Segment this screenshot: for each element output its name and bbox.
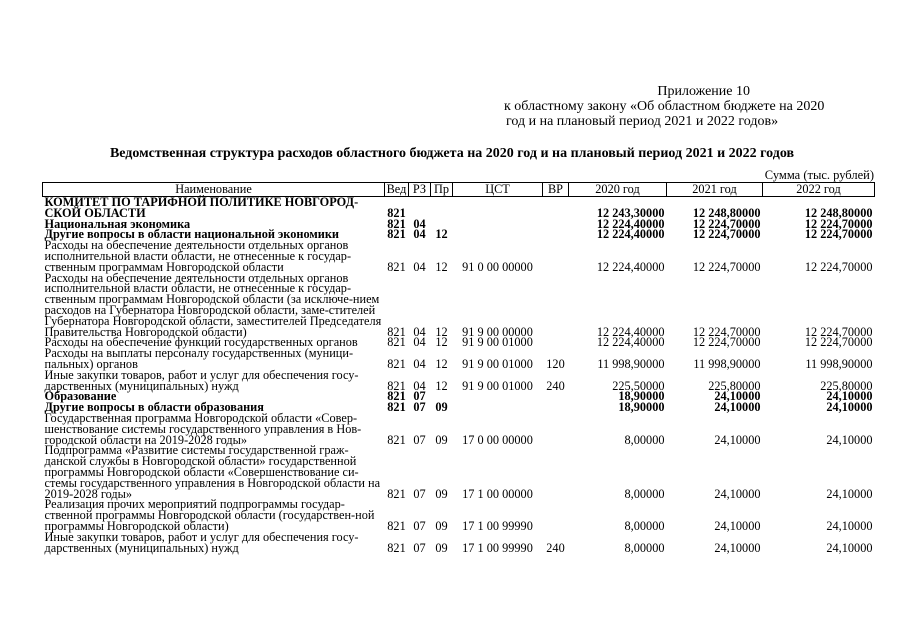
cell-pr: 12 xyxy=(435,259,448,274)
cell-2022: 12 224,70000 xyxy=(804,324,873,339)
header-cst: ЦСТ xyxy=(453,183,543,197)
cell-pr: 12 xyxy=(435,356,448,371)
cell-vr xyxy=(543,391,569,402)
cell-ved: 821 xyxy=(387,518,406,533)
cell-pr: 09 xyxy=(435,540,448,555)
cell-2020: 12 224,40000 xyxy=(596,227,665,242)
cell-vr: 240 xyxy=(546,378,565,393)
cell-2020: 18,90000 xyxy=(618,400,665,415)
cell-2022: 12 224,70000 xyxy=(804,216,873,231)
cell-ved: 821 xyxy=(387,216,406,231)
cell-pr: 09 xyxy=(435,486,448,501)
cell-pr: 09 xyxy=(435,518,448,533)
cell-cst: 17 0 00 00000 xyxy=(462,432,533,447)
cell-vr xyxy=(543,273,569,338)
cell-vr: 240 xyxy=(546,540,565,555)
cell-vr xyxy=(543,219,569,230)
cell-ved: 821 xyxy=(387,432,406,447)
cell-rz: 04 xyxy=(413,324,426,339)
cell-rz xyxy=(409,197,431,219)
cell-cst: 91 9 00 01000 xyxy=(462,378,533,393)
cell-name: Расходы на обеспечение деятельности отдельных органов исполнительной власти области, не отнесенные к государ-ственным программам Новгородской области xyxy=(44,238,352,274)
table-body xyxy=(43,197,875,554)
cell-2021: 24,10000 xyxy=(714,540,761,555)
cell-2021: 12 224,70000 xyxy=(692,259,761,274)
cell-cst xyxy=(453,391,543,402)
cell-name: Национальная экономика xyxy=(44,216,191,231)
cell-rz: 04 xyxy=(413,356,426,371)
cell-vr xyxy=(543,413,569,445)
cell-cst: 17 1 00 00000 xyxy=(462,486,533,501)
cell-rz: 04 xyxy=(413,259,426,274)
units-note: Сумма (тыс. рублей) xyxy=(764,168,874,182)
table-row xyxy=(43,348,875,370)
cell-vr xyxy=(543,337,569,348)
cell-2022: 225,80000 xyxy=(820,378,873,393)
cell-2020: 12 224,40000 xyxy=(596,259,665,274)
cell-ved: 821 xyxy=(387,389,406,404)
cell-2021: 24,10000 xyxy=(714,486,761,501)
cell-ved: 821 xyxy=(387,205,406,220)
cell-2022: 24,10000 xyxy=(826,389,873,404)
cell-pr: 12 xyxy=(435,335,448,350)
cell-2022: 24,10000 xyxy=(826,540,873,555)
cell-ved: 821 xyxy=(387,227,406,242)
cell-rz: 07 xyxy=(413,486,426,501)
cell-2020: 8,00000 xyxy=(624,518,665,533)
cell-vr xyxy=(543,445,569,499)
cell-cst: 91 9 00 00000 xyxy=(462,324,533,339)
cell-2022: 11 998,90000 xyxy=(805,356,873,371)
cell-vr xyxy=(543,402,569,413)
cell-ved: 821 xyxy=(387,540,406,555)
cell-2022: 12 224,70000 xyxy=(804,227,873,242)
cell-name: Образование xyxy=(44,389,117,404)
cell-cst: 91 9 00 01000 xyxy=(462,356,533,371)
document-title: Ведомственная структура расходов областного бюджета на 2020 год и на плановый период 2021 и 2022 годов xyxy=(109,146,795,161)
cell-ved: 821 xyxy=(387,259,406,274)
cell-ved: 821 xyxy=(387,335,406,350)
cell-ved: 821 xyxy=(387,356,406,371)
cell-2021: 12 224,70000 xyxy=(692,227,761,242)
cell-cst xyxy=(453,219,543,230)
cell-2020: 8,00000 xyxy=(624,540,665,555)
cell-cst xyxy=(453,402,543,413)
cell-ved: 821 xyxy=(387,486,406,501)
table-row xyxy=(43,370,875,392)
cell-2021: 12 224,70000 xyxy=(692,216,761,231)
cell-2022: 12 248,80000 xyxy=(804,205,873,220)
cell-vr xyxy=(543,229,569,240)
header-2021: 2021 год xyxy=(667,183,763,197)
cell-2020: 8,00000 xyxy=(624,432,665,447)
header-pr: Пр xyxy=(431,183,453,197)
cell-vr xyxy=(543,197,569,219)
header-2020: 2020 год xyxy=(569,183,667,197)
cell-pr xyxy=(431,197,453,219)
cell-vr: 120 xyxy=(546,356,565,371)
cell-cst: 91 9 00 01000 xyxy=(462,335,533,350)
appendix-header xyxy=(504,84,874,129)
cell-pr: 12 xyxy=(435,227,448,242)
cell-2022: 12 224,70000 xyxy=(804,335,873,350)
cell-name: Расходы на выплаты персоналу государственных (муници-пальных) органов xyxy=(44,346,354,371)
cell-name: Иные закупки товаров, работ и услуг для обеспечения госу-дарственных (муниципальных) нужд xyxy=(44,529,359,555)
header-vr: ВР xyxy=(543,183,569,197)
cell-pr: 12 xyxy=(435,378,448,393)
cell-2022: 24,10000 xyxy=(826,486,873,501)
cell-rz: 04 xyxy=(413,335,426,350)
cell-name: Иные закупки товаров, работ и услуг для обеспечения госу-дарственных (муниципальных) нужд xyxy=(44,367,359,393)
appendix-law-ref-cont: год и на плановый период 2021 и 2022 годов» xyxy=(506,114,779,129)
cell-2022: 24,10000 xyxy=(826,400,873,415)
cell-2022: 12 224,70000 xyxy=(804,259,873,274)
cell-ved: 821 xyxy=(387,378,406,393)
cell-2021: 12 224,70000 xyxy=(692,335,761,350)
cell-cst: 91 0 00 00000 xyxy=(462,259,533,274)
cell-2022: 24,10000 xyxy=(826,432,873,447)
cell-rz: 07 xyxy=(413,432,426,447)
cell-name: Другие вопросы в области национальной экономики xyxy=(44,227,340,242)
cell-2020: 12 224,40000 xyxy=(596,335,665,350)
cell-pr: 09 xyxy=(435,400,448,415)
header-rz: РЗ xyxy=(409,183,431,197)
cell-pr: 09 xyxy=(435,432,448,447)
cell-2021: 24,10000 xyxy=(714,432,761,447)
table-row xyxy=(43,240,875,272)
table-row xyxy=(43,273,875,338)
cell-rz: 07 xyxy=(413,540,426,555)
cell-name: Расходы на обеспечение функций государственных органов xyxy=(44,335,358,350)
header-2022: 2022 год xyxy=(763,183,875,197)
cell-2021: 24,10000 xyxy=(714,389,761,404)
cell-2021: 24,10000 xyxy=(714,400,761,415)
cell-rz: 07 xyxy=(413,518,426,533)
cell-2021: 24,10000 xyxy=(714,518,761,533)
cell-cst: 17 1 00 99990 xyxy=(462,518,533,533)
cell-2020: 18,90000 xyxy=(618,389,665,404)
cell-cst xyxy=(453,197,543,219)
cell-name: Подпрограмма «Развитие системы государственной граж-данской службы в Новгородской области» государственной программы Новгородской области «Совершенствование си-стемы государственного управления в Новгородской области на 2019-2028 годы» xyxy=(44,443,381,501)
appendix-number: Приложение 10 xyxy=(657,84,750,99)
header-name: Наименование xyxy=(43,183,385,197)
cell-2020: 225,50000 xyxy=(612,378,665,393)
cell-2021: 225,80000 xyxy=(708,378,761,393)
cell-cst: 17 1 00 99990 xyxy=(462,540,533,555)
cell-vr xyxy=(543,240,569,272)
cell-name: Реализация прочих мероприятий подпрограммы государ-ственной программы Новгородской области (государствен-ной программы Новгородской области) xyxy=(44,497,375,533)
cell-ved: 821 xyxy=(387,324,406,339)
cell-name: КОМИТЕТ ПО ТАРИФНОЙ ПОЛИТИКЕ НОВГОРОД-СКОЙ ОБЛАСТИ xyxy=(44,195,359,220)
cell-name: Расходы на обеспечение деятельности отдельных органов исполнительной власти области, не отнесенные к государ-ственным программам Новгородской области (за исключе-нием расходов на Губернатора Новгородской области, заме-стителей Губернатора Новгородской области, заместителей Председателя Правительства Новгородской области) xyxy=(44,270,382,339)
cell-rz: 04 xyxy=(413,227,426,242)
cell-vr xyxy=(543,499,569,531)
cell-name: Государственная программа Новгородской области «Совер-шенствование системы государственного управления в Нов-городской области на 2019-2028 годы» xyxy=(44,410,362,447)
table-row xyxy=(43,532,875,554)
cell-2020: 8,00000 xyxy=(624,486,665,501)
appendix-law-ref: к областному закону «Об областном бюджете на 2020 xyxy=(504,99,825,114)
cell-pr: 12 xyxy=(435,324,448,339)
cell-2022: 24,10000 xyxy=(826,518,873,533)
cell-2021: 11 998,90000 xyxy=(693,356,761,371)
cell-cst xyxy=(453,229,543,240)
header-ved: Вед xyxy=(385,183,409,197)
cell-rz: 07 xyxy=(413,389,426,404)
cell-name: Другие вопросы в области образования xyxy=(44,400,264,415)
table-row xyxy=(43,499,875,531)
table-row xyxy=(43,445,875,499)
budget-table xyxy=(42,182,875,553)
cell-2020: 11 998,90000 xyxy=(597,356,665,371)
cell-ved: 821 xyxy=(387,400,406,415)
cell-2020: 12 224,40000 xyxy=(596,324,665,339)
table-row xyxy=(43,413,875,445)
cell-rz: 04 xyxy=(413,216,426,231)
cell-rz: 07 xyxy=(413,400,426,415)
cell-2020: 12 224,40000 xyxy=(596,216,665,231)
table-row xyxy=(43,197,875,219)
cell-rz: 04 xyxy=(413,378,426,393)
cell-2021: 12 224,70000 xyxy=(692,324,761,339)
cell-2020: 12 243,30000 xyxy=(596,205,665,220)
cell-2021: 12 248,80000 xyxy=(692,205,761,220)
